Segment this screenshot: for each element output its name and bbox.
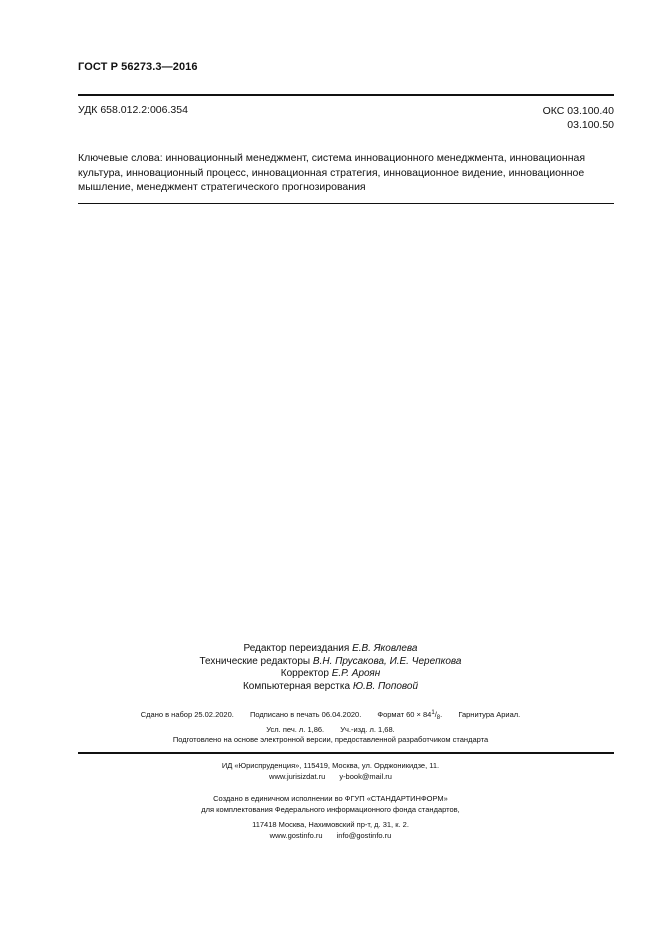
- oks-codes: [543, 104, 614, 132]
- publisher-contacts: [0, 771, 661, 782]
- credit-tech-label: Технические редакторы: [199, 655, 311, 667]
- credit-corrector-label: Корректор: [280, 668, 329, 679]
- credit-layout: [0, 681, 661, 694]
- credit-corrector: [0, 668, 661, 681]
- credit-tech-editors: [0, 656, 661, 669]
- producer-line-1: Создано в единичном исполнении во ФГУП «СТАНДАРТИНФОРМ»: [213, 794, 448, 803]
- imprint-block: [0, 708, 661, 735]
- credit-corrector-name: Е.Р. Ароян: [331, 668, 381, 679]
- imprint-line-1: [0, 708, 661, 724]
- keywords-paragraph: Ключевые слова: инновационный менеджмент, система инновационного менеджмента, инновационная культура, инновационный процесс, инновационная стратегия, инновационное видение, инновационное мышление, менеджмент стратегического прогнозирования: [78, 152, 586, 193]
- imprint-signed: Подписано в печать 06.04.2020.: [249, 710, 362, 719]
- oks-code-2: 03.100.50: [567, 119, 614, 131]
- imprint-line-2: [0, 724, 661, 735]
- credit-layout-label: Компьютерная верстка: [242, 680, 351, 692]
- imprint-pub-sheets: Уч.-изд. л. 1,68.: [340, 725, 395, 734]
- oks-code-1: ОКС 03.100.40: [542, 105, 614, 117]
- imprint-font: Гарнитура Ариал.: [458, 710, 521, 719]
- top-rule: [78, 94, 614, 96]
- publisher-email: y-book@mail.ru: [339, 772, 392, 781]
- credit-editor-label: Редактор переиздания: [243, 643, 350, 654]
- publisher-site: www.jurisizdat.ru: [269, 772, 326, 781]
- credit-editor-name: Е.В. Яковлева: [352, 643, 418, 654]
- producer-address: 117418 Москва, Нахимовский пр-т, д. 31, к. 2.: [252, 820, 409, 829]
- producer-email: info@gostinfo.ru: [336, 831, 392, 840]
- producer-site: www.gostinfo.ru: [269, 831, 323, 840]
- publisher-line: ИД «Юриспруденция», 115419, Москва, ул. Орджоникидзе, 11.: [221, 761, 440, 770]
- credit-tech-names: В.Н. Прусакова, И.Е. Черепкова: [312, 655, 462, 667]
- prepared-note: Подготовлено на основе электронной версии, предоставленной разработчиком стандарта: [172, 735, 489, 744]
- udk-code: УДК 658.012.2:006.354: [78, 104, 188, 116]
- credit-layout-name: Ю.В. Поповой: [352, 680, 419, 692]
- producer-block: [0, 793, 661, 841]
- imprint-format: Формат $60 \times 84^1/_8$.: [377, 710, 443, 721]
- bottom-rule: [78, 752, 614, 754]
- keywords-rule: [78, 203, 614, 204]
- standard-id: ГОСТ Р 56273.3—2016: [78, 61, 198, 73]
- publisher-block: [0, 760, 661, 782]
- credit-editor: [0, 643, 661, 656]
- credits-block: [0, 643, 661, 693]
- imprint-sent: Сдано в набор 25.02.2020.: [140, 710, 234, 719]
- producer-contacts: [0, 830, 661, 841]
- imprint-print-sheets: Усл. печ. л. 1,86.: [266, 725, 325, 734]
- producer-line-2: для комплектования Федерального информационного фонда стандартов,: [201, 805, 460, 814]
